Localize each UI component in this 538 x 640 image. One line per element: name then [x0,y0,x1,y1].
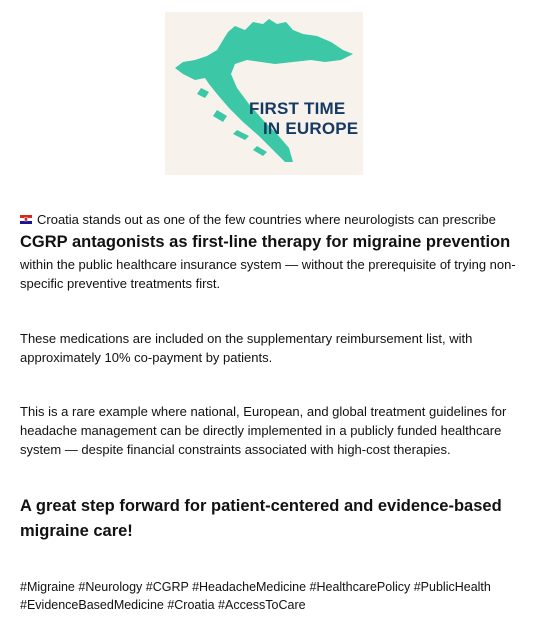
hero-line-2: IN EUROPE [263,119,359,138]
headline-text: A great step forward for patient-centered and evidence-based migraine care! [20,497,502,540]
post-body [20,210,520,614]
hero-caption [249,99,358,139]
lead-text: Croatia stands out as one of the few countries where neurologists can prescribe [37,212,496,227]
hero-image [165,12,363,175]
lead-line [20,210,520,229]
guidelines-paragraph: This is a rare example where national, European, and global treatment guidelines for headache management can be directly implemented in a publicly funded healthcare system — despite financial constraints associated with high-cost therapies. [20,404,507,457]
hero-line-1: FIRST TIME [249,99,346,118]
continuation-text: within the public healthcare insurance system — without the prerequisite of trying non-specific preventive treatments first. [20,257,516,291]
croatia-flag-icon [20,215,32,224]
croatia-map-icon [165,12,363,175]
reimbursement-paragraph: These medications are included on the supplementary reimbursement list, with approximately 10% co-payment by patients. [20,331,473,365]
hashtags[interactable]: #Migraine #Neurology #CGRP #HeadacheMedicine #HealthcarePolicy #PublicHealth #EvidenceBasedMedicine #Croatia #AccessToCare [20,580,491,612]
highlight-text: CGRP antagonists as first-line therapy for migraine prevention [20,233,511,251]
